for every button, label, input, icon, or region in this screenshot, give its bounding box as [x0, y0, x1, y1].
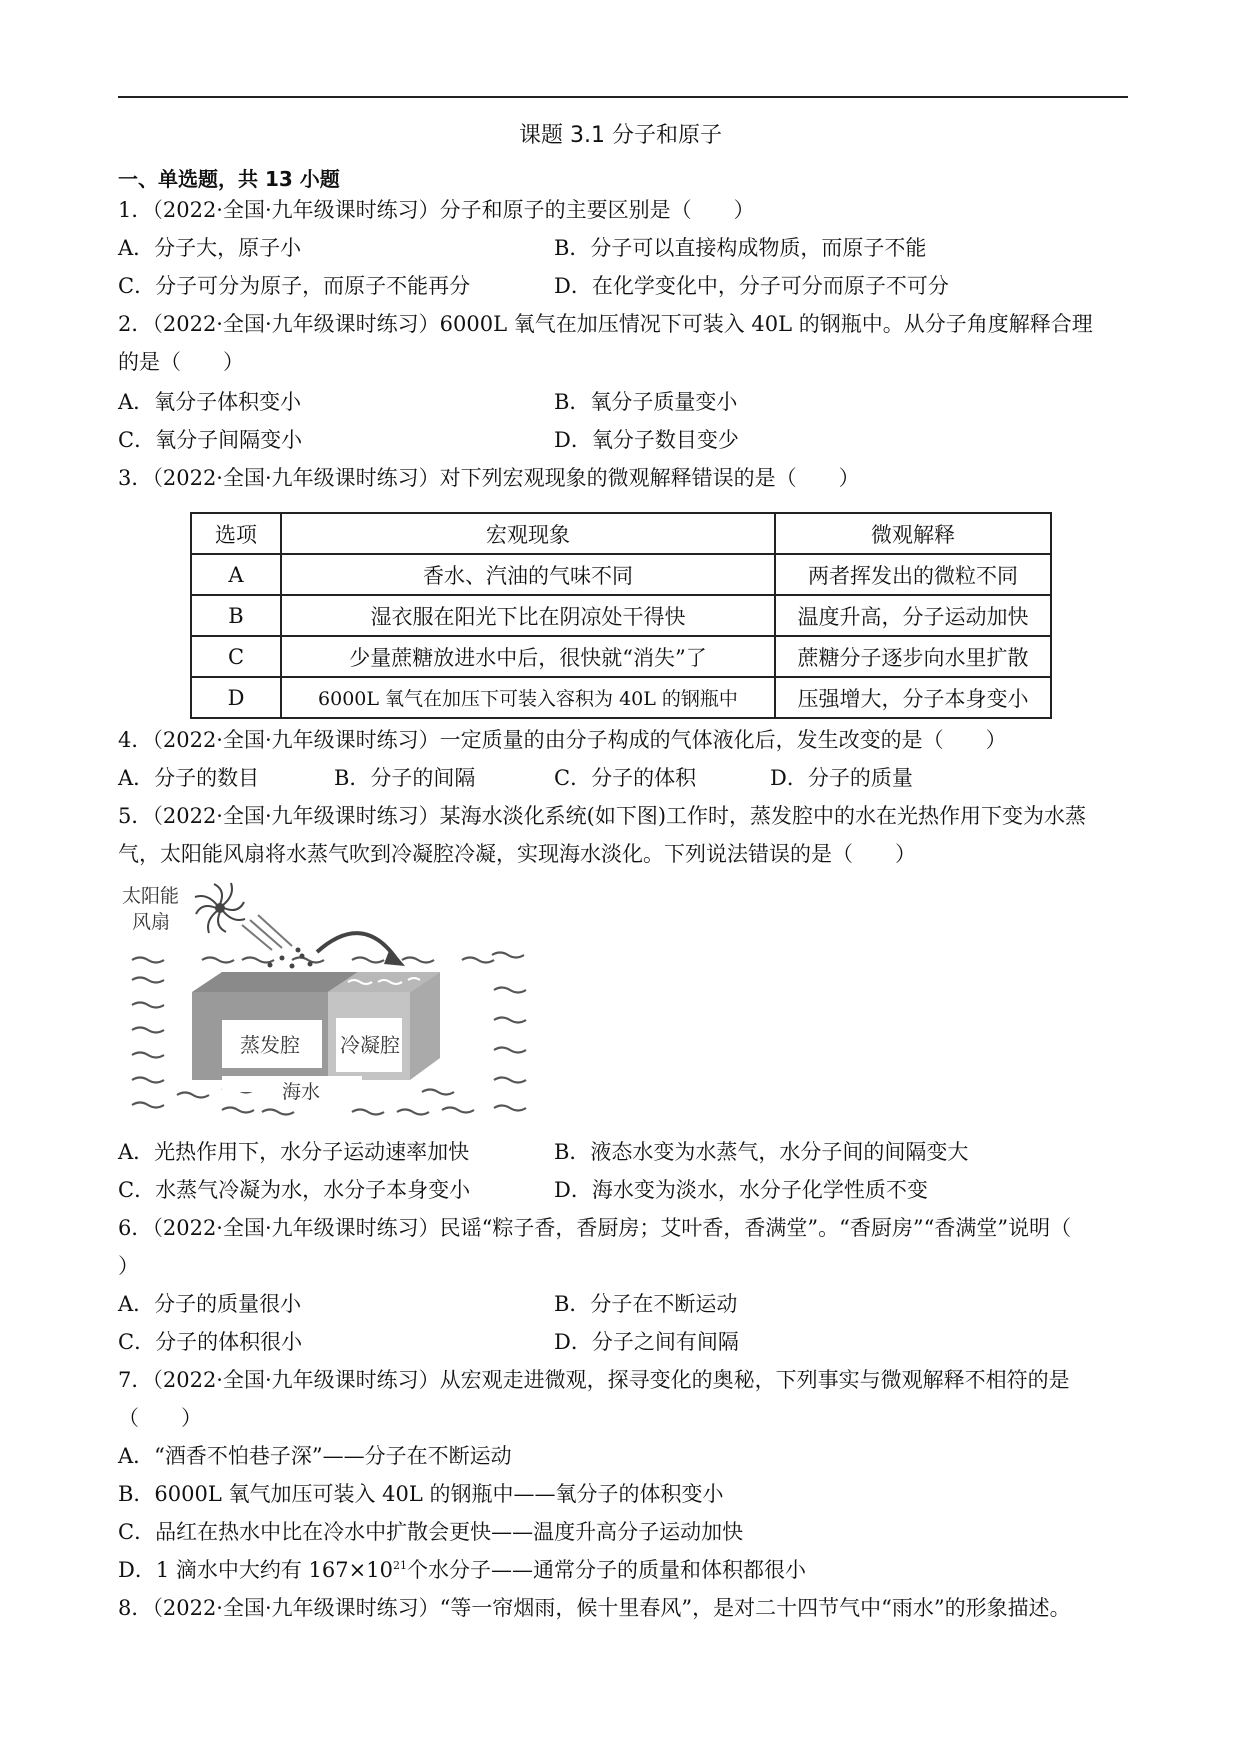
- q2-option-a: A．氧分子体积变小: [118, 390, 302, 414]
- fan-icon: [195, 883, 245, 933]
- q4-option-b: B．分子的间隔: [334, 766, 476, 790]
- q1-option-d: D．在化学变化中，分子可分而原子不可分: [554, 274, 949, 298]
- q2-option-c: C．氧分子间隔变小: [118, 428, 303, 452]
- q6-option-a: A．分子的质量很小: [118, 1292, 302, 1316]
- condenser-label: 冷凝腔: [340, 1033, 400, 1057]
- q4-option-d: D．分子的质量: [770, 766, 913, 790]
- arrow-icon: [317, 933, 395, 957]
- section-heading: 一、单选题，共 13 小题: [118, 167, 340, 191]
- table-cell: C: [191, 636, 281, 677]
- table-cell: B: [191, 595, 281, 636]
- table-cell: 温度升高，分子运动加快: [775, 595, 1051, 636]
- q3-table: [190, 512, 1052, 719]
- q2-option-d: D．氧分子数目变少: [554, 428, 739, 452]
- q1-option-c: C．分子可分为原子，而原子不能再分: [118, 274, 471, 298]
- table-row: [191, 554, 1051, 595]
- table-row: [191, 595, 1051, 636]
- table-header: 宏观现象: [281, 513, 775, 554]
- table-row: [191, 677, 1051, 718]
- question-2-stem: 2．（2022·全国·九年级课时练习）6000L 氧气在加压情况下可装入 40L 的钢瓶中。从分子角度解释合理: [118, 312, 1093, 336]
- table-cell: 6000L 氧气在加压下可装入容积为 40L 的钢瓶中: [281, 677, 775, 718]
- q6-option-d: D．分子之间有间隔: [554, 1330, 739, 1354]
- q5-option-a: A．光热作用下，水分子运动速率加快: [118, 1140, 470, 1164]
- q6-option-c: C．分子的体积很小: [118, 1330, 303, 1354]
- table-cell: 香水、汽油的气味不同: [281, 554, 775, 595]
- question-6-stem: 6．（2022·全国·九年级课时练习）民谣“粽子香，香厨房；艾叶香，香满堂”。“香厨房”“香满堂”说明（: [118, 1216, 1072, 1240]
- question-7-stem-cont: （ ）: [118, 1406, 202, 1430]
- q7-option-d: [118, 1558, 806, 1583]
- q5-option-b: B．液态水变为水蒸气，水分子间的间隔变大: [554, 1140, 969, 1164]
- question-4-stem: 4．（2022·全国·九年级课时练习）一定质量的由分子构成的气体液化后，发生改变的是（ ）: [118, 728, 1007, 752]
- table-header: 微观解释: [775, 513, 1051, 554]
- page-title: 课题 3.1 分子和原子: [519, 123, 722, 148]
- q4-option-a: A．分子的数目: [118, 766, 260, 790]
- table-row: [191, 636, 1051, 677]
- q1-option-b: B．分子可以直接构成物质，而原子不能: [554, 236, 927, 260]
- table-cell: 湿衣服在阳光下比在阴凉处干得快: [281, 595, 775, 636]
- table-cell: A: [191, 554, 281, 595]
- question-3-stem: 3．（2022·全国·九年级课时练习）对下列宏观现象的微观解释错误的是（ ）: [118, 466, 860, 490]
- sea-label: 海水: [282, 1081, 321, 1103]
- q5-option-d: D．海水变为淡水，水分子化学性质不变: [554, 1178, 928, 1202]
- question-2-stem-cont: 的是（ ）: [118, 350, 244, 374]
- q7-option-c: C．品红在热水中比在冷水中扩散会更快——温度升高分子运动加快: [118, 1520, 744, 1544]
- question-7-stem: 7．（2022·全国·九年级课时练习）从宏观走进微观，探寻变化的奥秘，下列事实与微观解释不相符的是: [118, 1368, 1070, 1392]
- q7-option-d-text-end: 个水分子——通常分子的质量和体积都很小: [406, 1558, 806, 1582]
- q7-option-b: B．6000L 氧气加压可装入 40L 的钢瓶中——氧分子的体积变小: [118, 1482, 724, 1506]
- q7-option-d-exponent: 21: [392, 1559, 407, 1572]
- table-header-row: [191, 513, 1051, 554]
- table-cell: 压强增大，分子本身变小: [775, 677, 1051, 718]
- evaporator-label: 蒸发腔: [240, 1033, 300, 1057]
- table-header: 选项: [191, 513, 281, 554]
- table-cell: D: [191, 677, 281, 718]
- q2-option-b: B．氧分子质量变小: [554, 390, 738, 414]
- question-1-stem: 1．（2022·全国·九年级课时练习）分子和原子的主要区别是（ ）: [118, 198, 755, 222]
- table-cell: 两者挥发出的微粒不同: [775, 554, 1051, 595]
- question-5-stem: 5．（2022·全国·九年级课时练习）某海水淡化系统(如下图)工作时，蒸发腔中的水在光热作用下变为水蒸: [118, 804, 1087, 828]
- q1-option-a: A．分子大，原子小: [118, 236, 302, 260]
- table-cell: 蔗糖分子逐步向水里扩散: [775, 636, 1051, 677]
- header-rule: [118, 96, 1128, 98]
- question-5-stem-cont: 气，太阳能风扇将水蒸气吹到冷凝腔冷凝，实现海水淡化。下列说法错误的是（ ）: [118, 842, 916, 866]
- question-8-stem: 8．（2022·全国·九年级课时练习）“等一帘烟雨，候十里春风”，是对二十四节气中“雨水”的形象描述。: [118, 1596, 1071, 1620]
- desalination-diagram: [122, 880, 540, 1130]
- q7-option-a: A．“酒香不怕巷子深”——分子在不断运动: [118, 1444, 512, 1468]
- fan-label-2: 风扇: [132, 911, 171, 933]
- q4-option-c: C．分子的体积: [554, 766, 697, 790]
- table-cell: 少量蔗糖放进水中后，很快就“消失”了: [281, 636, 775, 677]
- fan-label: 太阳能: [122, 885, 180, 907]
- light-rays: [242, 915, 292, 950]
- q6-option-b: B．分子在不断运动: [554, 1292, 738, 1316]
- question-6-stem-cont: ）: [118, 1254, 139, 1278]
- q5-option-c: C．水蒸气冷凝为水，水分子本身变小: [118, 1178, 471, 1202]
- arrow-head-icon: [384, 948, 405, 966]
- q7-option-d-text: D．1 滴水中大约有 167×10: [118, 1558, 393, 1582]
